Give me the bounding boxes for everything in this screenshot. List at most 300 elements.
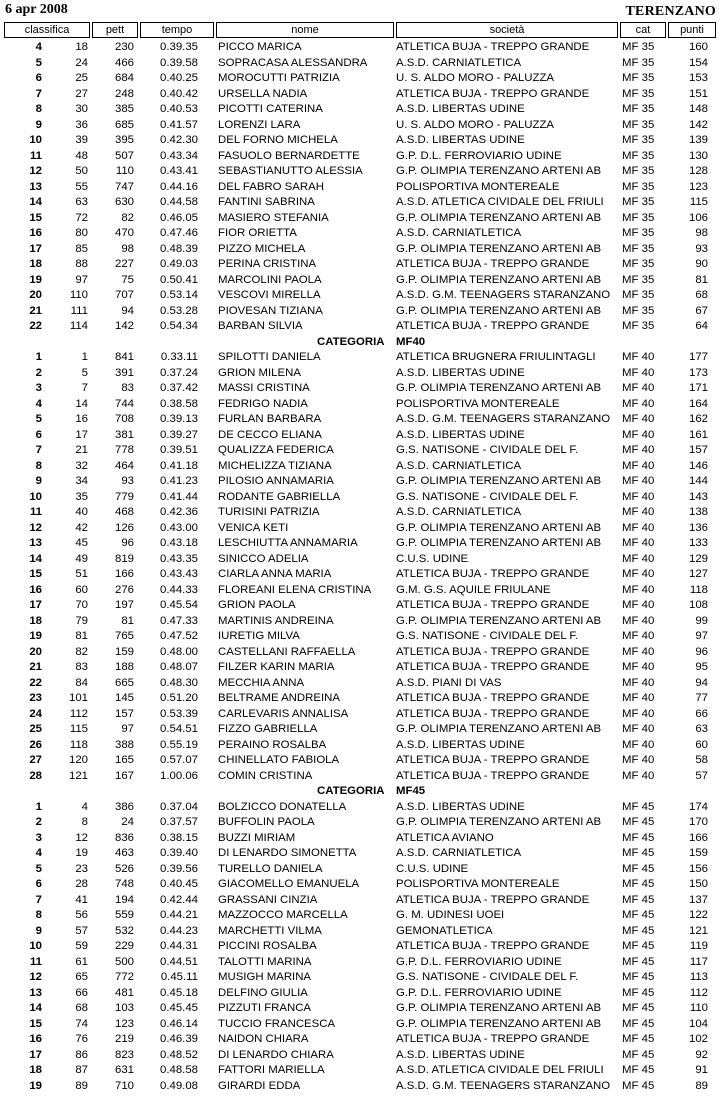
club-cell: G.M. G.S. AQUILE FRIULANE	[396, 583, 551, 596]
rank-cell: 9	[35, 118, 42, 131]
category-cell: MF 40	[622, 521, 655, 534]
points-cell: 81	[695, 273, 708, 286]
points-cell: 150	[688, 878, 708, 890]
category-cell: MF 40	[622, 568, 655, 580]
rank-cell: 21	[29, 304, 42, 317]
rank-cell: 16	[29, 1033, 42, 1045]
category-cell: MF 40	[622, 552, 655, 565]
rank-cell: 2	[35, 366, 42, 379]
category-cell: MF 35	[622, 41, 655, 53]
category-cell: MF 45	[622, 847, 655, 859]
time-cell: 0.45.54	[159, 599, 198, 611]
bib-number-cell: 532	[114, 924, 134, 937]
points-cell: 127	[688, 568, 708, 580]
club-cell: G.P. D.L. FERROVIARIO UDINE	[396, 986, 562, 999]
bib-number-cell: 526	[114, 862, 134, 875]
points-cell: 99	[695, 614, 708, 627]
athlete-name-cell: MARCOLINI PAOLA	[218, 273, 322, 286]
club-cell: G.P. OLIMPIA TERENZANO ARTENI AB	[396, 382, 602, 394]
overall-position-cell: 63	[75, 196, 88, 208]
rank-cell: 10	[29, 134, 42, 146]
club-cell: POLISPORTIVA MONTEREALE	[396, 397, 560, 410]
rank-cell: 22	[29, 676, 42, 689]
time-cell: 0.54.51	[159, 723, 198, 735]
club-cell: A.S.D. G.M. TEENAGERS STARANZANO	[396, 413, 611, 425]
table-row	[0, 536, 720, 552]
table-row	[0, 691, 720, 707]
athlete-name-cell: NAIDON CHIARA	[218, 1033, 309, 1045]
time-cell: 0.50.41	[159, 273, 198, 286]
rank-cell: 19	[29, 1079, 42, 1092]
time-cell: 0.44.23	[159, 924, 198, 937]
time-cell: 0.44.16	[159, 180, 198, 193]
table-row	[0, 1048, 720, 1064]
club-cell: G.P. OLIMPIA TERENZANO ARTENI AB	[396, 1002, 602, 1014]
club-cell: A.S.D. G.M. TEENAGERS STARANZANO	[396, 1079, 611, 1092]
category-cell: MF 45	[622, 924, 655, 937]
time-cell: 0.45.11	[160, 971, 198, 983]
table-row	[0, 40, 720, 56]
table-row	[0, 552, 720, 568]
points-cell: 151	[688, 87, 708, 100]
table-row	[0, 1063, 720, 1079]
time-cell: 0.46.05	[159, 211, 198, 224]
table-row	[0, 831, 720, 847]
time-cell: 0.39.27	[159, 428, 198, 441]
points-cell: 97	[695, 630, 708, 642]
bib-number-cell: 110	[115, 165, 134, 177]
club-cell: G.P. OLIMPIA TERENZANO ARTENI AB	[396, 614, 602, 627]
club-cell: G.P. D.L. FERROVIARIO UDINE	[396, 149, 562, 162]
bib-number-cell: 166	[114, 568, 134, 580]
bib-number-cell: 142	[114, 320, 134, 332]
rank-cell: 5	[35, 56, 42, 69]
table-row	[0, 955, 720, 971]
rank-cell: 8	[35, 909, 42, 921]
bib-number-cell: 98	[121, 242, 134, 255]
category-cell: MF 45	[622, 955, 655, 968]
bib-number-cell: 707	[114, 289, 134, 301]
time-cell: 0.45.18	[159, 986, 198, 999]
bib-number-cell: 388	[114, 738, 134, 751]
overall-position-cell: 80	[75, 227, 88, 239]
athlete-name-cell: LESCHIUTTA ANNAMARIA	[218, 537, 358, 549]
points-cell: 128	[688, 165, 708, 177]
athlete-name-cell: PIZZUTI FRANCA	[218, 1002, 312, 1014]
bib-number-cell: 500	[114, 955, 134, 968]
category-cell: MF 35	[622, 103, 655, 115]
time-cell: 0.43.43	[159, 568, 198, 580]
athlete-name-cell: VENICA KETI	[218, 521, 289, 534]
bib-number-cell: 710	[114, 1079, 134, 1092]
category-value: MF45	[396, 785, 426, 797]
bib-number-cell: 24	[121, 816, 134, 828]
time-cell: 0.39.58	[159, 56, 198, 69]
rank-cell: 14	[29, 196, 42, 208]
bib-number-cell: 93	[121, 475, 134, 487]
overall-position-cell: 40	[75, 506, 88, 518]
category-cell: MF 45	[622, 940, 655, 952]
bib-number-cell: 229	[114, 940, 134, 952]
overall-position-cell: 48	[75, 149, 88, 162]
time-cell: 0.48.52	[159, 1048, 198, 1061]
time-cell: 0.43.18	[159, 537, 198, 549]
table-row	[0, 304, 720, 320]
race-date: 6 apr 2008	[5, 2, 68, 17]
table-row	[0, 908, 720, 924]
category-cell: MF 35	[622, 320, 655, 332]
bib-number-cell: 381	[114, 428, 134, 441]
club-cell: ATLETICA BUJA - TREPPO GRANDE	[396, 893, 590, 906]
category-cell: MF 40	[622, 707, 655, 720]
table-header	[0, 22, 720, 38]
time-cell: 1.00.06	[159, 769, 198, 782]
athlete-name-cell: DEL FORNO MICHELA	[218, 134, 338, 146]
athlete-name-cell: MAZZOCCO MARCELLA	[218, 909, 348, 921]
rank-cell: 18	[29, 614, 42, 627]
rank-cell: 5	[35, 862, 42, 875]
overall-position-cell: 112	[69, 707, 88, 720]
bib-number-cell: 230	[114, 41, 134, 53]
points-cell: 154	[688, 56, 708, 69]
category-cell: MF 40	[622, 351, 655, 363]
time-cell: 0.40.45	[159, 878, 198, 890]
time-cell: 0.45.45	[159, 1002, 198, 1014]
points-cell: 136	[688, 521, 708, 534]
points-cell: 130	[688, 149, 708, 162]
category-cell: MF 35	[622, 304, 655, 317]
bib-number-cell: 468	[114, 506, 134, 518]
bib-number-cell: 197	[114, 599, 134, 611]
bib-number-cell: 765	[114, 630, 134, 642]
results-table	[0, 40, 720, 1094]
club-cell: G. M. UDINESI UOEI	[396, 909, 505, 921]
athlete-name-cell: GIACOMELLO EMANUELA	[218, 878, 360, 890]
table-row	[0, 660, 720, 676]
points-cell: 63	[695, 723, 708, 735]
bib-number-cell: 227	[114, 258, 134, 270]
rank-cell: 18	[29, 1064, 42, 1076]
time-cell: 0.53.14	[159, 289, 198, 301]
rank-cell: 13	[29, 986, 42, 999]
rank-cell: 17	[29, 1048, 42, 1061]
category-cell: MF 35	[622, 273, 655, 286]
athlete-name-cell: GRION PAOLA	[218, 599, 296, 611]
category-cell: MF 35	[622, 149, 655, 162]
rank-cell: 24	[29, 707, 42, 720]
bib-number-cell: 145	[114, 692, 134, 704]
points-cell: 118	[689, 583, 708, 596]
overall-position-cell: 49	[75, 552, 88, 565]
table-row	[0, 893, 720, 909]
points-cell: 77	[695, 692, 708, 704]
time-cell: 0.33.11	[160, 351, 198, 363]
table-row	[0, 1001, 720, 1017]
bib-number-cell: 630	[114, 196, 134, 208]
time-cell: 0.44.31	[159, 940, 198, 952]
category-cell: MF 40	[622, 769, 655, 782]
athlete-name-cell: PICCO MARICA	[218, 41, 302, 53]
points-cell: 138	[688, 506, 708, 518]
athlete-name-cell: DE CECCO ELIANA	[218, 428, 322, 441]
category-cell: MF 45	[622, 831, 655, 844]
points-cell: 156	[688, 862, 708, 875]
bib-number-cell: 708	[114, 413, 134, 425]
points-cell: 171	[688, 382, 708, 394]
points-cell: 67	[695, 304, 708, 317]
category-cell: MF 40	[622, 754, 655, 766]
overall-position-cell: 51	[75, 568, 88, 580]
overall-position-cell: 83	[75, 661, 88, 673]
bib-number-cell: 248	[114, 87, 134, 100]
category-cell: MF 35	[622, 165, 655, 177]
category-cell: MF 35	[622, 118, 655, 131]
category-cell: MF 45	[622, 1002, 655, 1014]
table-row	[0, 722, 720, 738]
table-row	[0, 350, 720, 366]
category-cell: MF 35	[622, 87, 655, 100]
table-row	[0, 629, 720, 645]
points-cell: 108	[688, 599, 708, 611]
club-cell: G.P. OLIMPIA TERENZANO ARTENI AB	[396, 273, 602, 286]
category-cell: MF 40	[622, 413, 655, 425]
points-cell: 110	[689, 1002, 708, 1014]
rank-cell: 7	[35, 444, 42, 456]
bib-number-cell: 463	[114, 847, 134, 859]
club-cell: G.P. OLIMPIA TERENZANO ARTENI AB	[396, 723, 602, 735]
time-cell: 0.48.07	[159, 661, 198, 673]
table-row	[0, 769, 720, 785]
table-row	[0, 862, 720, 878]
points-cell: 123	[688, 180, 708, 193]
bib-number-cell: 96	[121, 537, 134, 549]
category-cell: MF 40	[622, 599, 655, 611]
time-cell: 0.43.35	[159, 552, 198, 565]
club-cell: G.P. OLIMPIA TERENZANO ARTENI AB	[396, 475, 602, 487]
table-row	[0, 753, 720, 769]
athlete-name-cell: MOROCUTTI PATRIZIA	[218, 72, 340, 84]
athlete-name-cell: TALOTTI MARINA	[218, 955, 312, 968]
overall-position-cell: 70	[75, 599, 88, 611]
table-row	[0, 1079, 720, 1095]
overall-position-cell: 39	[75, 134, 88, 146]
overall-position-cell: 34	[75, 475, 88, 487]
points-cell: 91	[695, 1064, 708, 1076]
overall-position-cell: 87	[75, 1064, 88, 1076]
overall-position-cell: 66	[75, 986, 88, 999]
athlete-name-cell: IURETIG MILVA	[218, 630, 300, 642]
category-cell: MF 40	[622, 366, 655, 379]
category-cell: MF 40	[622, 661, 655, 673]
category-cell: MF 45	[622, 816, 655, 828]
points-cell: 146	[688, 459, 708, 472]
points-cell: 121	[688, 924, 708, 937]
club-cell: A.S.D. ATLETICA CIVIDALE DEL FRIULI	[396, 1064, 604, 1076]
bib-number-cell: 464	[114, 459, 134, 472]
category-cell: MF 35	[622, 242, 655, 255]
rank-cell: 10	[29, 940, 42, 952]
rank-cell: 17	[29, 242, 42, 255]
club-cell: U. S. ALDO MORO - PALUZZA	[396, 72, 555, 84]
athlete-name-cell: MUSIGH MARINA	[218, 971, 312, 983]
table-row	[0, 180, 720, 196]
athlete-name-cell: TUCCIO FRANCESCA	[218, 1017, 336, 1030]
table-row	[0, 490, 720, 506]
overall-position-cell: 50	[75, 165, 88, 177]
bib-number-cell: 194	[114, 893, 134, 906]
category-cell: MF 40	[622, 475, 655, 487]
overall-position-cell: 81	[75, 630, 88, 642]
rank-cell: 12	[29, 971, 42, 983]
table-row	[0, 614, 720, 630]
bib-number-cell: 81	[121, 614, 134, 627]
table-row	[0, 257, 720, 273]
points-cell: 92	[695, 1048, 708, 1061]
athlete-name-cell: PERAINO ROSALBA	[218, 738, 327, 751]
overall-position-cell: 101	[68, 692, 88, 704]
club-cell: A.S.D. CARNIATLETICA	[396, 847, 522, 859]
time-cell: 0.38.15	[159, 831, 198, 844]
athlete-name-cell: GIRARDI EDDA	[218, 1079, 301, 1092]
rank-cell: 16	[29, 227, 42, 239]
rank-cell: 4	[35, 397, 42, 410]
overall-position-cell: 28	[75, 878, 88, 890]
overall-position-cell: 74	[75, 1017, 88, 1030]
category-cell: MF 45	[622, 893, 655, 906]
table-row	[0, 242, 720, 258]
bib-number-cell: 748	[114, 878, 134, 890]
bib-number-cell: 684	[114, 72, 134, 84]
category-cell: MF 45	[622, 800, 655, 813]
category-cell: MF 40	[622, 583, 655, 596]
table-row	[0, 71, 720, 87]
category-cell: MF 45	[622, 986, 655, 999]
overall-position-cell: 24	[75, 56, 88, 69]
overall-position-cell: 18	[75, 41, 88, 53]
athlete-name-cell: QUALIZZA FEDERICA	[218, 444, 334, 456]
athlete-name-cell: DEL FABRO SARAH	[218, 180, 324, 193]
category-value: MF40	[396, 335, 426, 348]
category-cell: MF 40	[622, 444, 655, 456]
overall-position-cell: 8	[81, 816, 88, 828]
club-cell: G.S. NATISONE - CIVIDALE DEL F.	[396, 971, 579, 983]
rank-cell: 23	[29, 692, 42, 704]
rank-cell: 19	[29, 273, 42, 286]
time-cell: 0.37.24	[159, 366, 198, 379]
points-cell: 166	[688, 831, 708, 844]
time-cell: 0.44.51	[159, 955, 198, 968]
athlete-name-cell: TURISINI PATRIZIA	[218, 506, 320, 518]
rank-cell: 12	[29, 521, 42, 534]
category-label: CATEGORIA	[317, 785, 385, 797]
club-cell: ATLETICA BRUGNERA FRIULINTAGLI	[396, 351, 596, 363]
points-cell: 161	[688, 428, 708, 441]
overall-position-cell: 32	[75, 459, 88, 472]
race-location: TERENZANO	[625, 4, 716, 19]
athlete-name-cell: MASSI CRISTINA	[218, 382, 310, 394]
table-row	[0, 164, 720, 180]
table-row	[0, 133, 720, 149]
athlete-name-cell: FIOR ORIETTA	[218, 227, 297, 239]
athlete-name-cell: MICHELIZZA TIZIANA	[218, 459, 332, 472]
club-cell: ATLETICA BUJA - TREPPO GRANDE	[396, 1033, 590, 1045]
category-cell: MF 35	[622, 134, 655, 146]
rank-cell: 8	[35, 103, 42, 115]
club-cell: ATLETICA BUJA - TREPPO GRANDE	[396, 692, 590, 704]
col-header-tempo: tempo	[140, 22, 214, 38]
col-header-cat: cat	[620, 22, 666, 38]
athlete-name-cell: FASUOLO BERNARDETTE	[218, 149, 360, 162]
rank-cell: 21	[29, 661, 42, 673]
time-cell: 0.47.46	[159, 227, 198, 239]
athlete-name-cell: FATTORI MARIELLA	[218, 1064, 325, 1076]
rank-cell: 13	[29, 180, 42, 193]
category-cell: MF 40	[622, 645, 655, 658]
athlete-name-cell: GRASSANI CINZIA	[218, 893, 318, 906]
club-cell: ATLETICA BUJA - TREPPO GRANDE	[396, 258, 590, 270]
category-cell: MF 40	[622, 490, 655, 503]
athlete-name-cell: TURELLO DANIELA	[218, 862, 323, 875]
overall-position-cell: 25	[75, 72, 88, 84]
athlete-name-cell: BARBAN SILVIA	[218, 320, 303, 332]
overall-position-cell: 79	[75, 614, 88, 627]
overall-position-cell: 41	[75, 893, 88, 906]
overall-position-cell: 85	[75, 242, 88, 255]
table-row	[0, 211, 720, 227]
rank-cell: 22	[29, 320, 42, 332]
athlete-name-cell: BELTRAME ANDREINA	[218, 692, 340, 704]
time-cell: 0.41.44	[159, 490, 198, 503]
athlete-name-cell: CARLEVARIS ANNALISA	[218, 707, 349, 720]
table-row	[0, 505, 720, 521]
points-cell: 57	[695, 769, 708, 782]
table-row	[0, 707, 720, 723]
bib-number-cell: 386	[114, 800, 134, 813]
club-cell: G.P. OLIMPIA TERENZANO ARTENI AB	[396, 1017, 602, 1030]
points-cell: 174	[688, 800, 708, 813]
time-cell: 0.47.52	[159, 630, 198, 642]
points-cell: 159	[688, 847, 708, 859]
club-cell: A.S.D. LIBERTAS UDINE	[396, 800, 525, 813]
points-cell: 162	[688, 413, 708, 425]
points-cell: 113	[689, 971, 708, 983]
table-row	[0, 1032, 720, 1048]
athlete-name-cell: SOPRACASA ALESSANDRA	[218, 56, 368, 69]
club-cell: ATLETICA BUJA - TREPPO GRANDE	[396, 940, 590, 952]
overall-position-cell: 61	[75, 955, 88, 968]
points-cell: 93	[695, 242, 708, 255]
rank-cell: 3	[35, 382, 42, 394]
club-cell: POLISPORTIVA MONTEREALE	[396, 878, 560, 890]
table-row	[0, 273, 720, 289]
bib-number-cell: 276	[114, 583, 134, 596]
points-cell: 144	[688, 475, 708, 487]
category-cell: MF 45	[622, 878, 655, 890]
table-row	[0, 412, 720, 428]
table-row	[0, 738, 720, 754]
table-row	[0, 815, 720, 831]
category-cell: MF 35	[622, 211, 655, 224]
table-row	[0, 149, 720, 165]
athlete-name-cell: PERINA CRISTINA	[218, 258, 317, 270]
time-cell: 0.44.21	[159, 909, 198, 921]
table-row	[0, 645, 720, 661]
rank-cell: 19	[29, 630, 42, 642]
overall-position-cell: 115	[69, 723, 88, 735]
overall-position-cell: 14	[75, 397, 88, 410]
points-cell: 137	[688, 893, 708, 906]
bib-number-cell: 83	[121, 382, 134, 394]
